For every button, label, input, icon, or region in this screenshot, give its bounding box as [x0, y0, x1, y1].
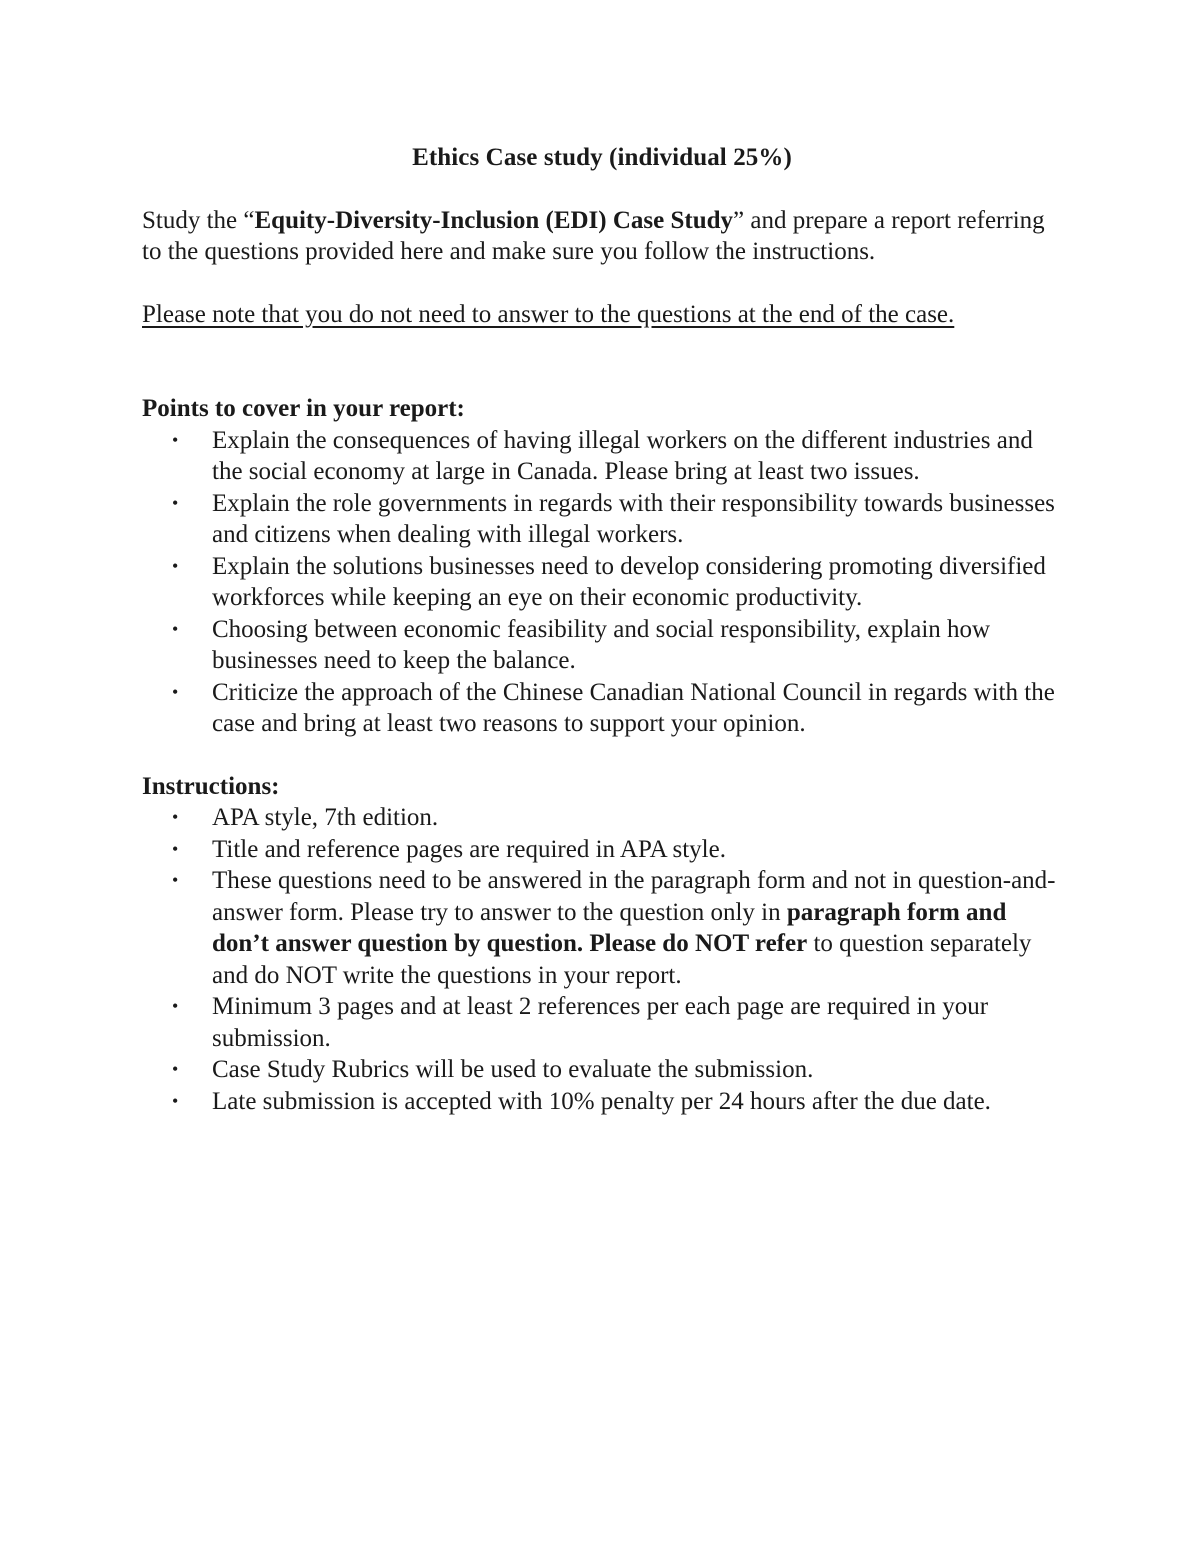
list-item-text: Minimum 3 pages and at least 2 references per each page are required in your submission. — [212, 993, 989, 1052]
list-item — [142, 865, 1062, 991]
list-item-text: APA style, 7th edition. — [212, 804, 439, 831]
bullet-icon: • — [172, 870, 179, 890]
intro-suffix: ” and prepare a report referring to the questions provided here and make sure you follow the instructions. — [142, 206, 1045, 265]
list-item-text: Choosing between economic feasibility and social responsibility, explain how businesses need to keep the balance. — [212, 615, 991, 674]
document-page — [142, 142, 1062, 1117]
points-list — [142, 425, 1062, 740]
bullet-icon: • — [172, 1059, 179, 1079]
list-item — [142, 551, 1062, 614]
list-item-text-suffix: to question separately and do NOT write the questions in your report. — [212, 930, 1032, 989]
list-item-text-prefix: These questions need to be answered in the paragraph form and not in question-and-answer form. Please try to answer to the question only in — [212, 867, 1056, 926]
bullet-icon: • — [172, 838, 179, 859]
bullet-icon: • — [172, 681, 179, 702]
list-item-text: Explain the solutions businesses need to develop considering promoting diversified workforces while keeping an eye on their economic productivity. — [212, 552, 1046, 611]
list-item — [142, 488, 1062, 551]
list-item — [142, 834, 1062, 866]
list-item-text: Explain the role governments in regards with their responsibility towards businesses and citizens when dealing with illegal workers. — [212, 489, 1055, 548]
list-item — [142, 991, 1062, 1054]
intro-prefix: Study the “ — [142, 206, 255, 234]
points-section — [142, 393, 1062, 740]
list-item-text: Criticize the approach of the Chinese Canadian National Council in regards with the case and bring at least two reasons to support your opinion. — [212, 678, 1055, 737]
bullet-icon: • — [172, 492, 179, 513]
list-item — [142, 1086, 1062, 1118]
list-item-text: Title and reference pages are required in APA style. — [212, 835, 726, 863]
bullet-icon: • — [172, 1090, 179, 1111]
instructions-section — [142, 771, 1062, 1118]
list-item-text-bold: paragraph form and don’t answer question by question. Please do NOT refer — [212, 898, 1007, 957]
intro-paragraph — [142, 205, 1062, 268]
instructions-list — [142, 802, 1062, 1117]
intro-case-name: Equity-Diversity-Inclusion (EDI) Case Study — [254, 206, 734, 234]
list-item — [142, 425, 1062, 488]
instructions-heading: Instructions: — [142, 772, 280, 800]
list-item — [142, 802, 1062, 834]
bullet-icon: • — [172, 807, 179, 827]
document-title: Ethics Case study (individual 25%) — [412, 144, 792, 171]
list-item — [142, 1054, 1062, 1086]
list-item-text: Case Study Rubrics will be used to evaluate the submission. — [212, 1056, 814, 1083]
list-item — [142, 614, 1062, 677]
bullet-icon: • — [172, 429, 179, 450]
bullet-icon: • — [172, 555, 179, 576]
points-heading: Points to cover in your report: — [142, 395, 465, 422]
list-item — [142, 677, 1062, 740]
bullet-icon: • — [172, 996, 179, 1016]
bullet-icon: • — [172, 618, 179, 639]
list-item-text: Explain the consequences of having illegal workers on the different industries and the social economy at large in Canada. Please bring at least two issues. — [212, 426, 1033, 485]
list-item-text: Late submission is accepted with 10% penalty per 24 hours after the due date. — [212, 1087, 991, 1115]
note-paragraph: Please note that you do not need to answer to the questions at the end of the case. — [142, 300, 955, 328]
